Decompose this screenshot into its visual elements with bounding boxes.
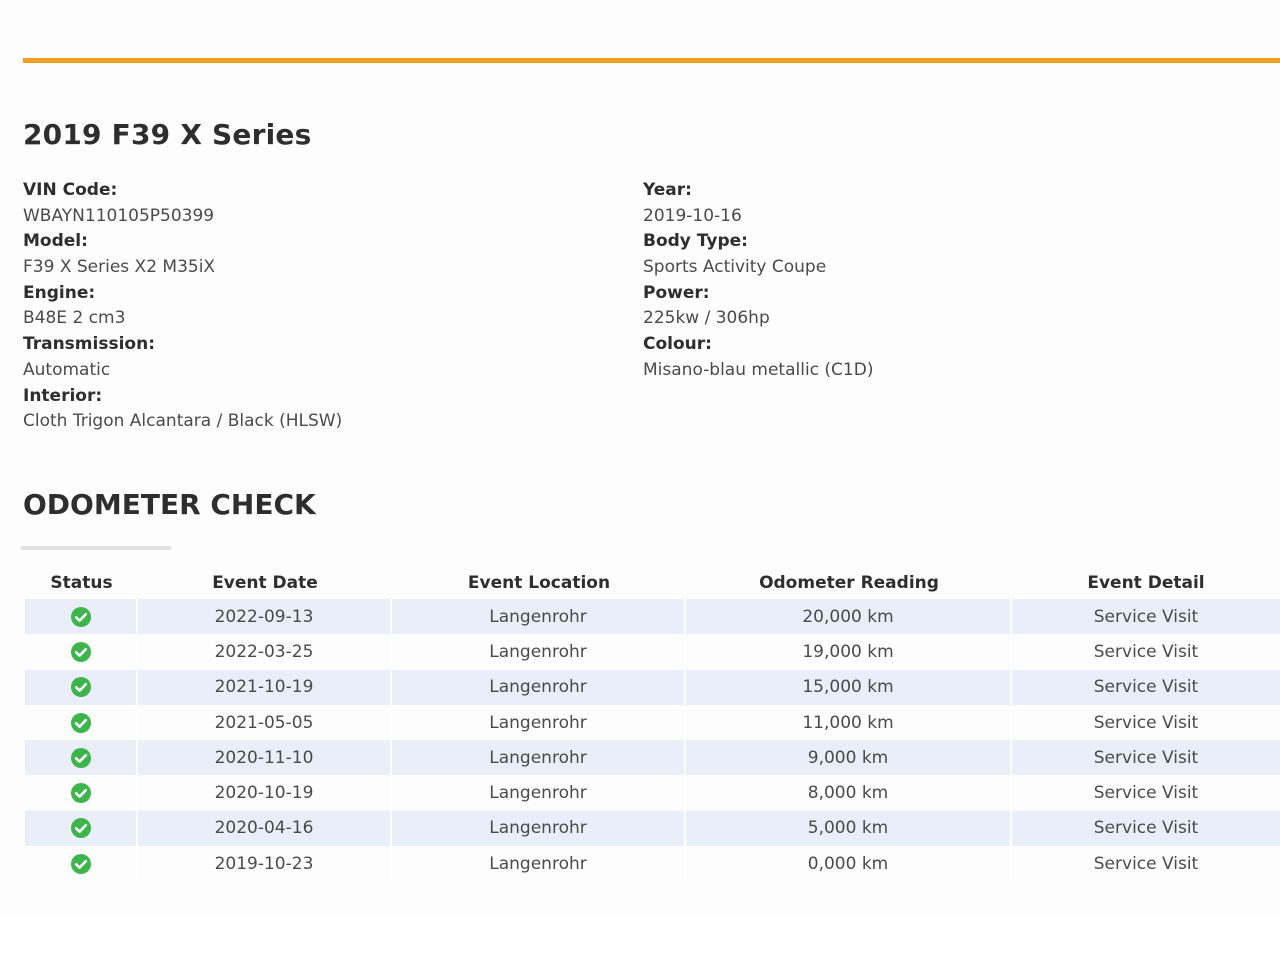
- page-bottom-area: [0, 915, 1280, 960]
- event-detail-cell: Service Visit: [1093, 853, 1199, 874]
- odometer-reading-cell: 15,000 km: [686, 670, 1012, 705]
- event-detail-cell: Service Visit: [1012, 670, 1280, 705]
- event-date-cell: 2019-10-23: [138, 846, 392, 881]
- check-circle-icon: [71, 607, 91, 627]
- table-row: [25, 775, 1280, 810]
- event-date-cell: 2020-11-10: [138, 740, 392, 775]
- odometer-reading-cell: 11,000 km: [686, 705, 1012, 740]
- table-header-row: [25, 567, 1280, 599]
- table-row: [25, 740, 1280, 775]
- spec-label-engine: Engine:: [23, 282, 96, 303]
- odometer-reading-cell: 0,000 km: [686, 846, 1012, 881]
- event-date-cell: 2021-10-19: [138, 670, 392, 705]
- spec-label-model: Model:: [23, 231, 88, 252]
- table-row: [25, 670, 1280, 705]
- table-row: [25, 846, 1280, 881]
- status-cell: [25, 670, 138, 705]
- spec-label-year: Year:: [643, 180, 692, 200]
- spec-value-transmission: Automatic: [23, 359, 111, 380]
- event-detail-cell: Service Visit: [1093, 783, 1199, 804]
- event-location-cell: Langenrohr: [392, 740, 686, 775]
- status-cell: [25, 705, 138, 740]
- column-header-event-detail: Event Detail: [1087, 573, 1205, 593]
- spec-value-model: F39 X Series X2 M35iX: [23, 257, 216, 278]
- spec-value-engine: B48E 2 cm3: [23, 308, 126, 329]
- spec-value-vin: WBAYN110105P50399: [23, 205, 215, 226]
- event-detail-cell: Service Visit: [1093, 712, 1199, 733]
- spec-label-power: Power:: [643, 282, 710, 303]
- column-header-odometer-reading: Odometer Reading: [759, 573, 939, 593]
- table-row: [25, 634, 1280, 669]
- status-cell: [25, 811, 138, 846]
- odometer-section-title: ODOMETER CHECK: [23, 488, 316, 521]
- odometer-table: [25, 567, 1280, 881]
- event-detail-cell: Service Visit: [1012, 740, 1280, 775]
- event-detail-cell: Service Visit: [1093, 641, 1199, 662]
- event-location-cell: Langenrohr: [392, 811, 686, 846]
- check-circle-icon: [71, 854, 91, 874]
- event-detail-cell: Service Visit: [1012, 811, 1280, 846]
- spec-value-body-type: Sports Activity Coupe: [643, 257, 827, 278]
- spec-value-interior: Cloth Trigon Alcantara / Black (HLSW): [23, 411, 343, 432]
- odometer-reading-cell: 19,000 km: [686, 634, 1012, 669]
- event-location-cell: Langenrohr: [392, 775, 686, 810]
- odometer-reading-cell: 20,000 km: [686, 599, 1012, 634]
- event-location-cell: Langenrohr: [392, 599, 686, 634]
- spec-label-body-type: Body Type:: [643, 231, 748, 252]
- event-location-cell: Langenrohr: [392, 705, 686, 740]
- event-detail-cell: Service Visit: [1012, 599, 1280, 634]
- odometer-reading-cell: 8,000 km: [686, 775, 1012, 810]
- spec-label-transmission: Transmission:: [23, 334, 155, 355]
- spec-value-power: 225kw / 306hp: [643, 308, 770, 329]
- table-row: [25, 705, 1280, 740]
- column-header-event-date: Event Date: [212, 573, 318, 593]
- event-date-cell: 2022-03-25: [138, 634, 392, 669]
- spec-value-colour: Misano-blau metallic (C1D): [643, 359, 874, 380]
- check-circle-icon: [71, 818, 91, 838]
- column-header-event-location: Event Location: [467, 573, 611, 593]
- event-location-cell: Langenrohr: [392, 846, 686, 881]
- odometer-reading-cell: 9,000 km: [686, 740, 1012, 775]
- check-circle-icon: [71, 677, 91, 697]
- status-cell: [25, 599, 138, 634]
- status-cell: [25, 775, 138, 810]
- event-location-cell: Langenrohr: [392, 670, 686, 705]
- event-date-cell: 2020-04-16: [138, 811, 392, 846]
- event-date-cell: 2022-09-13: [138, 599, 392, 634]
- odometer-reading-cell: 5,000 km: [686, 811, 1012, 846]
- table-row: [25, 599, 1280, 634]
- check-circle-icon: [71, 783, 91, 803]
- column-header-status: Status: [50, 573, 113, 593]
- table-row: [25, 811, 1280, 846]
- page-title: 2019 F39 X Series: [23, 118, 312, 151]
- spec-label-interior: Interior:: [23, 385, 103, 406]
- specs-right-column: [643, 178, 1203, 384]
- section-underline: [21, 546, 171, 550]
- event-date-cell: 2020-10-19: [138, 775, 392, 810]
- table-body: [25, 599, 1280, 881]
- status-cell: [25, 846, 138, 881]
- check-circle-icon: [71, 748, 91, 768]
- spec-value-year: 2019-10-16: [643, 205, 742, 226]
- accent-bar: [23, 58, 1280, 63]
- status-cell: [25, 634, 138, 669]
- check-circle-icon: [71, 642, 91, 662]
- specs-left-column: [23, 178, 583, 435]
- spec-label-colour: Colour:: [643, 334, 712, 355]
- event-date-cell: 2021-05-05: [138, 705, 392, 740]
- status-cell: [25, 740, 138, 775]
- event-location-cell: Langenrohr: [392, 634, 686, 669]
- spec-label-vin: VIN Code:: [23, 180, 118, 200]
- check-circle-icon: [71, 713, 91, 733]
